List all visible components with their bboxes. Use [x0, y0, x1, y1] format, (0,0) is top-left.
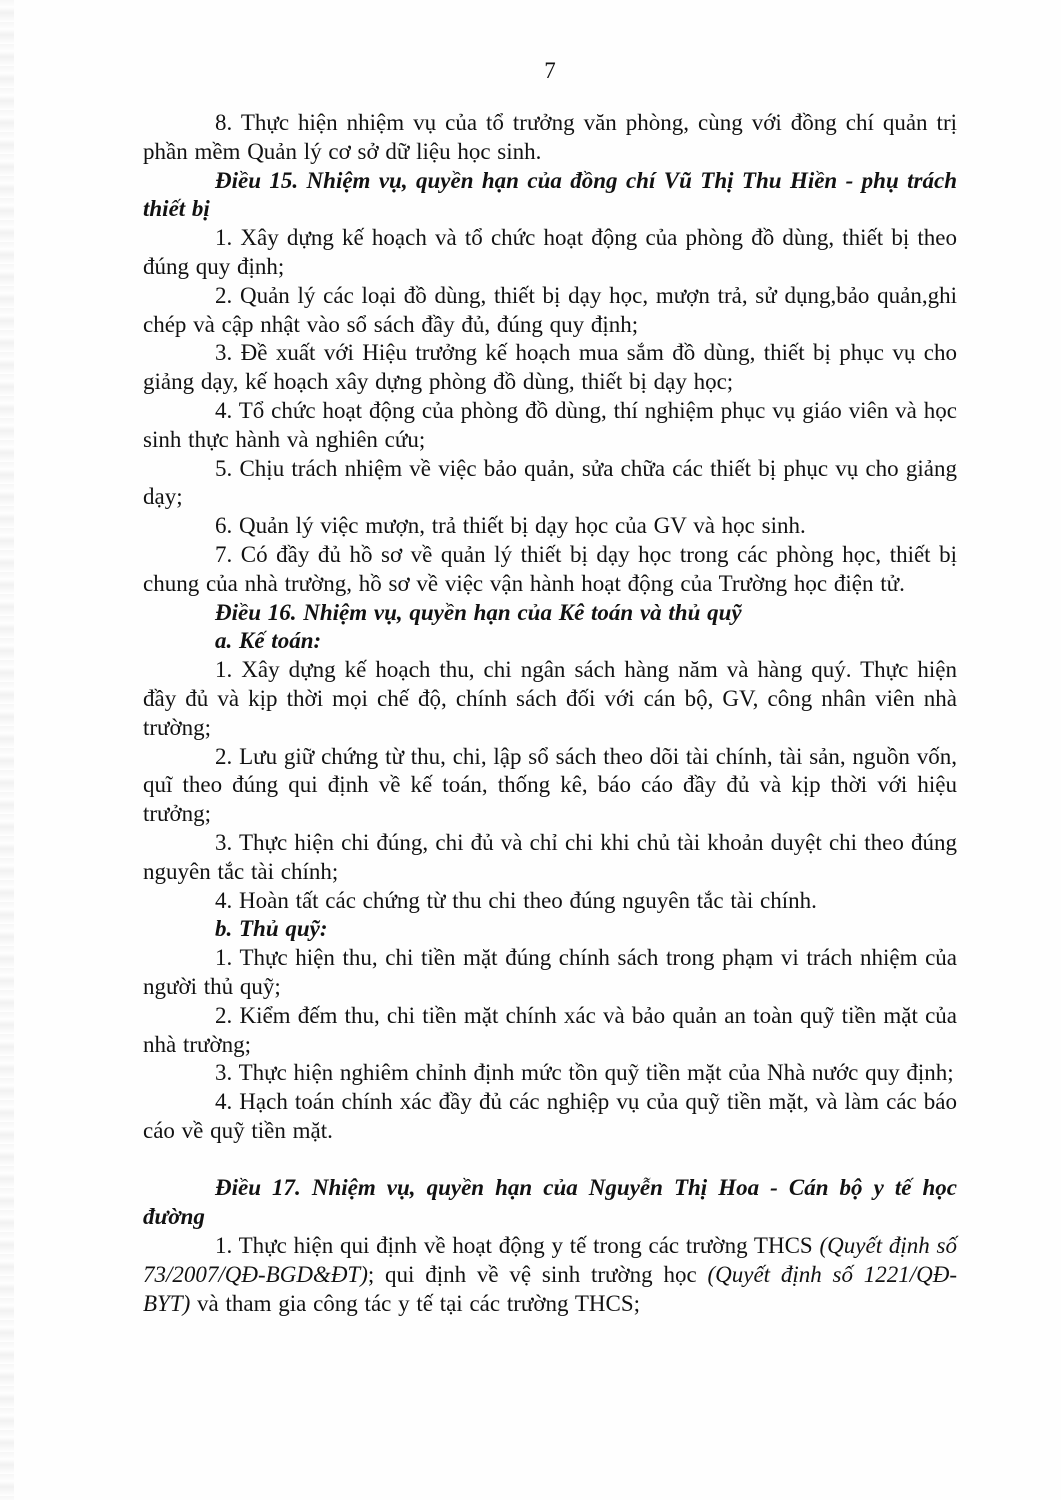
- body-paragraph: [143, 1002, 957, 1060]
- body-paragraph: [143, 512, 957, 541]
- text-run: và tham gia công tác y tế tại các trường THCS;: [190, 1290, 641, 1316]
- body-paragraph: [143, 397, 957, 455]
- body-paragraph: [143, 339, 957, 397]
- body-paragraph: [143, 1059, 957, 1088]
- page-number: 7: [544, 58, 556, 83]
- text-run: 1. Thực hiện qui định về hoạt động y tế trong các trường THCS: [215, 1233, 820, 1259]
- text-run: Điều 16. Nhiệm vụ, quyền hạn của Kê toán và thủ quỹ: [215, 599, 742, 625]
- text-run: 4. Hoàn tất các chứng từ thu chi theo đúng nguyên tắc tài chính.: [215, 887, 817, 913]
- text-run: Điều 17. Nhiệm vụ, quyền hạn của Nguyễn Thị Hoa - Cán bộ y tế học đường: [143, 1175, 957, 1230]
- document-body: [143, 109, 957, 1318]
- text-run: 8. Thực hiện nhiệm vụ của tổ trưởng văn phòng, cùng với đồng chí quản trị phần mềm Quản lý cơ sở dữ liệu học sinh.: [143, 110, 957, 164]
- text-run: Điều 15. Nhiệm vụ, quyền hạn của đồng chí Vũ Thị Thu Hiền - phụ trách thiết bị: [143, 167, 957, 222]
- heading-paragraph: [143, 915, 957, 944]
- text-run: 1. Thực hiện thu, chi tiền mặt đúng chính sách trong phạm vi trách nhiệm của người thủ quỹ;: [143, 945, 957, 999]
- body-paragraph: [143, 743, 957, 829]
- body-paragraph: [143, 656, 957, 742]
- text-run: 3. Đề xuất với Hiệu trưởng kế hoạch mua sắm đồ dùng, thiết bị phục vụ cho giảng dạy, kế hoạch xây dựng phòng đồ dùng, thiết bị dạy học;: [143, 340, 957, 395]
- body-paragraph: [143, 541, 957, 599]
- body-paragraph: [143, 1088, 957, 1146]
- text-run: 3. Thực hiện nghiêm chỉnh định mức tồn quỹ tiền mặt của Nhà nước quy định;: [215, 1060, 954, 1086]
- text-run: 1. Xây dựng kế hoạch thu, chi ngân sách hàng năm và hàng quý. Thực hiện đầy đủ và kịp thời mọi chế độ, chính sách đối với cán bộ, GV, công nhân viên nhà trường;: [143, 657, 957, 740]
- body-paragraph: [143, 829, 957, 887]
- scan-noise-edge: [0, 0, 14, 1500]
- heading-paragraph: [143, 627, 957, 656]
- heading-paragraph: [143, 167, 957, 225]
- body-paragraph: [143, 887, 957, 916]
- body-paragraph: [143, 282, 957, 340]
- text-run: ; qui định về vệ sinh trường học: [367, 1261, 708, 1287]
- text-run: 2. Quản lý các loại đồ dùng, thiết bị dạy học, mượn trả, sử dụng,bảo quản,ghi chép và cập nhật vào sổ sách đầy đủ, đúng quy định;: [143, 282, 957, 337]
- text-run: (Quyết định số 1221/QĐ-BYT): [143, 1261, 957, 1316]
- text-run: 3. Thực hiện chi đúng, chi đủ và chỉ chi khi chủ tài khoản duyệt chi theo đúng nguyên tắc tài chính;: [143, 829, 957, 884]
- text-run: 1. Xây dựng kế hoạch và tổ chức hoạt động của phòng đồ dùng, thiết bị theo đúng quy định;: [143, 225, 957, 279]
- heading-paragraph: [143, 1174, 957, 1232]
- text-run: 4. Hạch toán chính xác đầy đủ các nghiệp vụ của quỹ tiền mặt, và làm các báo cáo về quỹ tiền mặt.: [143, 1089, 957, 1143]
- text-run: (Quyết định số 73/2007/QĐ-BGD&ĐT): [143, 1233, 957, 1287]
- body-paragraph: [143, 944, 957, 1002]
- body-paragraph: [143, 455, 957, 513]
- paragraph-spacer: [143, 1146, 957, 1175]
- text-run: b. Thủ quỹ:: [215, 916, 328, 942]
- text-run: 7. Có đầy đủ hồ sơ về quản lý thiết bị dạy học trong các phòng học, thiết bị chung của nhà trường, hồ sơ về việc vận hành hoạt động của Trường học điện tử.: [143, 541, 957, 596]
- body-paragraph: [143, 224, 957, 282]
- text-run: 6. Quản lý việc mượn, trả thiết bị dạy học của GV và học sinh.: [215, 513, 806, 539]
- heading-paragraph: [143, 599, 957, 628]
- text-run: 4. Tổ chức hoạt động của phòng đồ dùng, thí nghiệm phục vụ giáo viên và học sinh thực hành và nghiên cứu;: [143, 397, 957, 452]
- text-run: 2. Lưu giữ chứng từ thu, chi, lập sổ sách theo dõi tài chính, tài sản, nguồn vốn, quĩ theo đúng qui định về kế toán, thống kê, báo cáo đầy đủ và kịp thời với hiệu trưởng;: [143, 743, 957, 827]
- body-paragraph: [143, 109, 957, 167]
- text-run: 5. Chịu trách nhiệm về việc bảo quản, sửa chữa các thiết bị phục vụ cho giảng dạy;: [143, 455, 957, 510]
- text-run: a. Kế toán:: [215, 628, 322, 654]
- body-paragraph: [143, 1232, 957, 1318]
- text-run: 2. Kiểm đếm thu, chi tiền mặt chính xác và bảo quản an toàn quỹ tiền mặt của nhà trường;: [143, 1002, 957, 1057]
